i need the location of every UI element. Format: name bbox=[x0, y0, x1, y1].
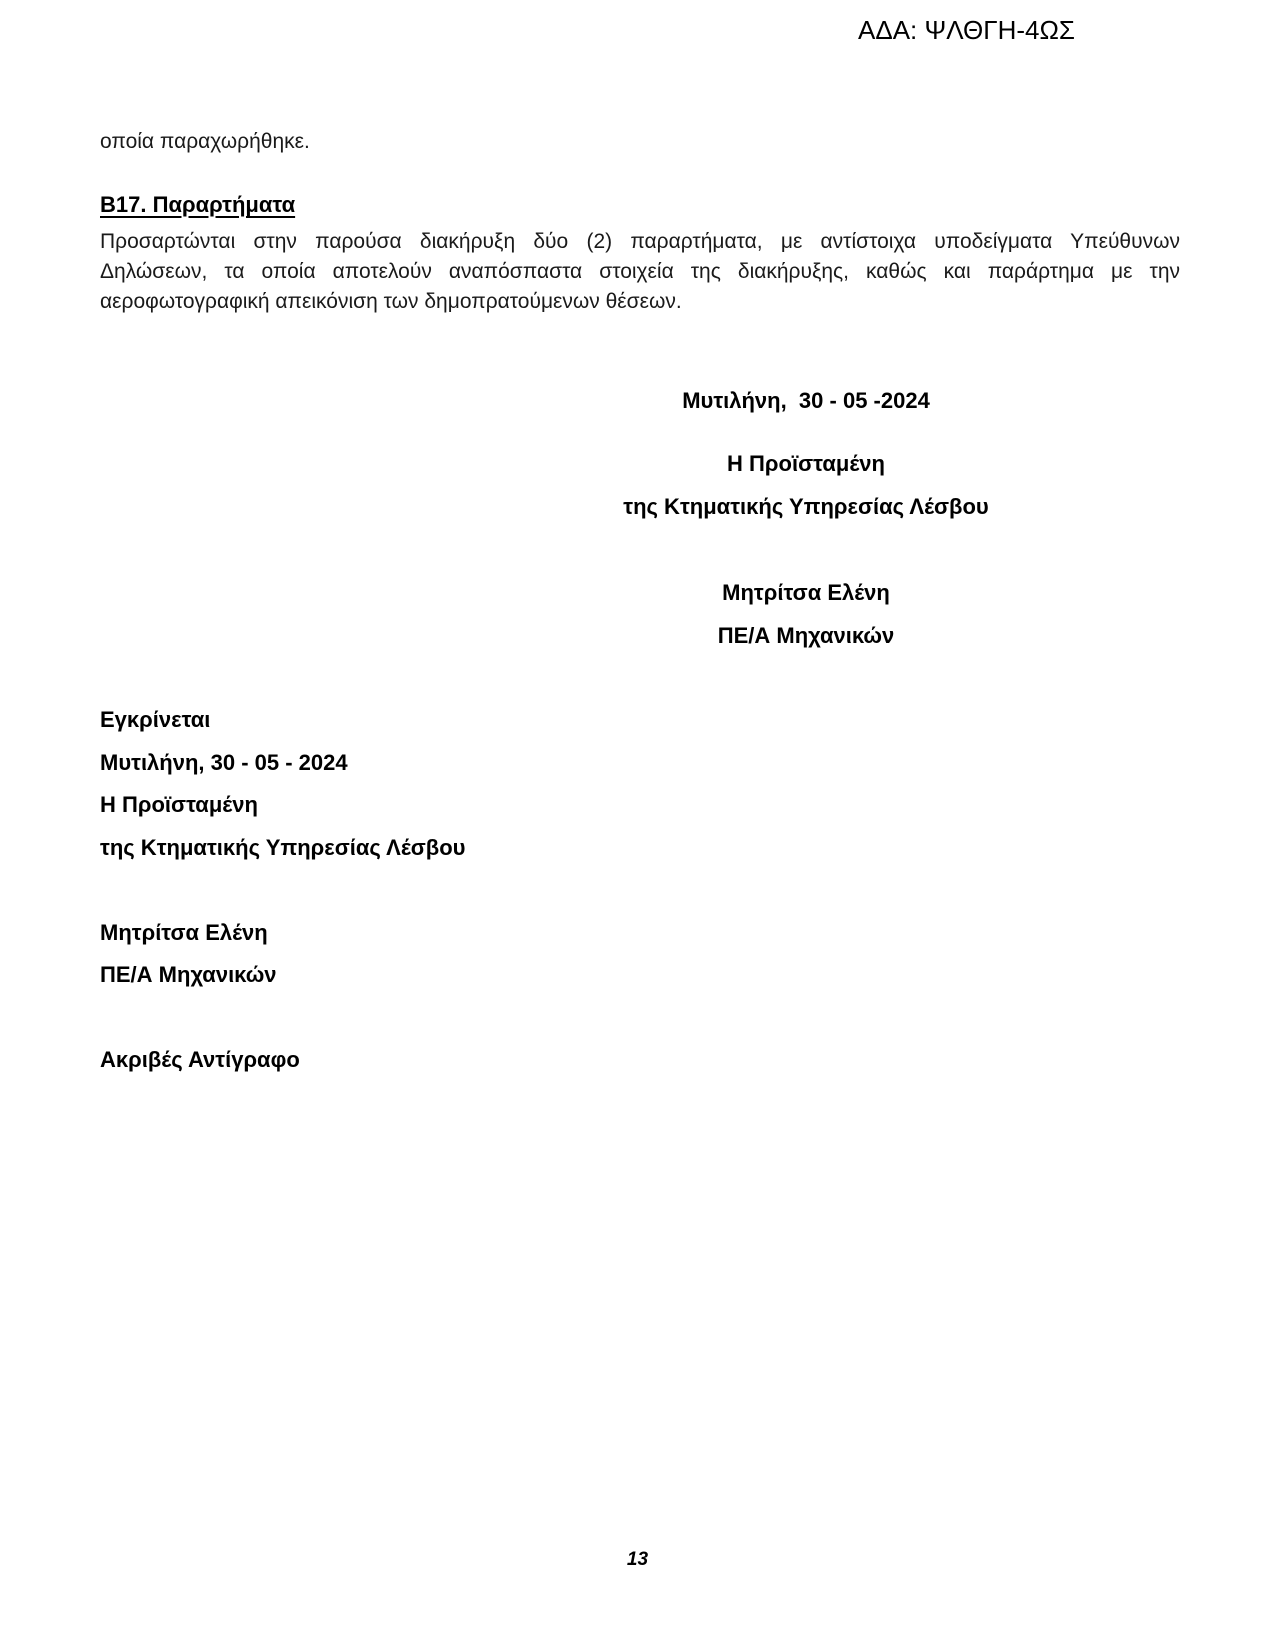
paragraph-line: Δηλώσεων, τα οποία αποτελούν αναπόσπαστα στοιχεία της διακήρυξης, καθώς και παράρτημα με την bbox=[100, 260, 1180, 283]
approved-label: Εγκρίνεται bbox=[100, 707, 211, 732]
appendices-paragraph bbox=[100, 227, 1180, 317]
signature-block-right bbox=[440, 379, 1172, 657]
paragraph-line: αεροφωτογραφική απεικόνιση των δημοπρατούμενων θέσεων. bbox=[100, 290, 682, 313]
certified-copy-label: Ακριβές Αντίγραφο bbox=[100, 1047, 300, 1072]
approval-role: ΠΕ/Α Μηχανικών bbox=[100, 962, 277, 987]
approval-title-line1: Η Προϊσταμένη bbox=[100, 792, 258, 817]
signature-title-line2: της Κτηματικής Υπηρεσίας Λέσβου bbox=[623, 494, 989, 519]
signature-title-line1: Η Προϊσταμένη bbox=[727, 451, 885, 476]
signature-date: Μυτιλήνη, 30 - 05 -2024 bbox=[682, 388, 930, 413]
approval-date: Μυτιλήνη, 30 - 05 - 2024 bbox=[100, 749, 348, 775]
page-number: 13 bbox=[626, 1549, 649, 1570]
approval-title-line2: της Κτηματικής Υπηρεσίας Λέσβου bbox=[100, 834, 466, 860]
paragraph-line: Προσαρτώνται στην παρούσα διακήρυξη δύο (2) παραρτήματα, με αντίστοιχα υποδείγματα Υπεύθυνων bbox=[100, 230, 1180, 253]
approval-name: Μητρίτσα Ελένη bbox=[100, 919, 268, 945]
section-heading-b17: Β17. Παραρτήματα bbox=[100, 192, 296, 217]
approval-block-left bbox=[100, 699, 700, 1082]
intro-line: οποία παραχωρήθηκε. bbox=[100, 130, 310, 153]
signature-role: ΠΕ/Α Μηχανικών bbox=[717, 623, 895, 648]
signature-name: Μητρίτσα Ελένη bbox=[722, 580, 890, 605]
ada-code: ΑΔΑ: ΨΛΘΓΗ-4ΩΣ bbox=[858, 15, 1075, 45]
